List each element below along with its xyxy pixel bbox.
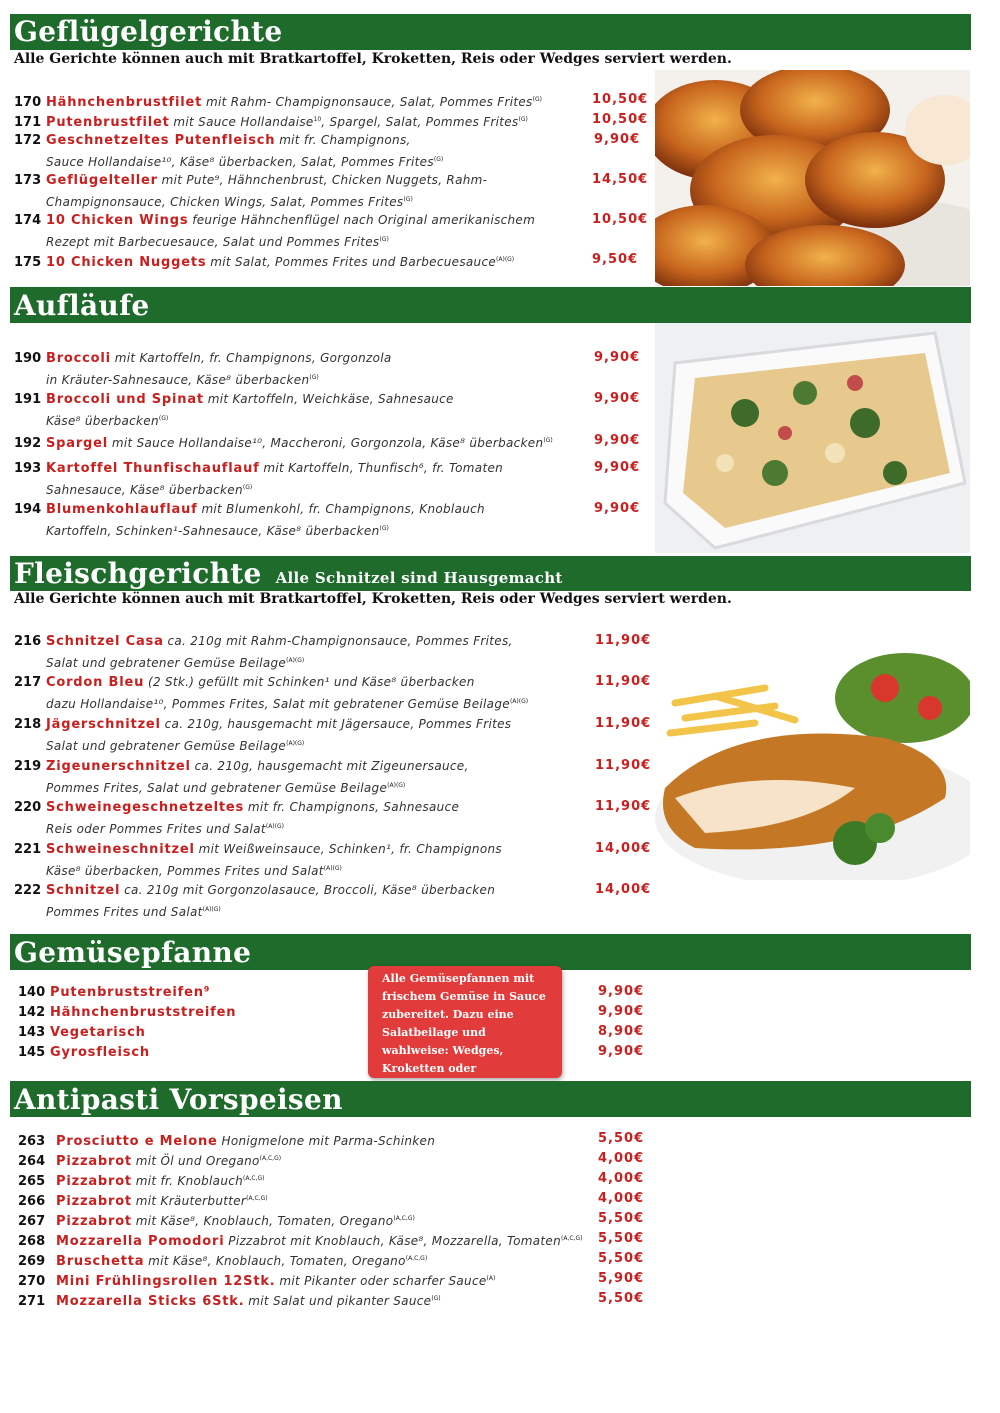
section-title-gemuese: Gemüsepfanne — [14, 936, 252, 969]
menu-item: 172 Geschnetzeltes Putenfleisch mit fr. Champignons, Sauce Hollandaise¹⁰, Käse⁸ überbacken, Salat, Pommes Frites$^{(G)}$ 9,90€ — [14, 132, 641, 169]
menu-item: 194 Blumenkohlauflauf mit Blumenkohl, fr. Champignons, Knoblauch Kartoffeln, Schinken¹-Sahnesauce, Käse⁸ überbacken$^{(G)}$ 9,90€ — [14, 501, 641, 538]
menu-item: 171 Putenbrustfilet mit Sauce Hollandaise$^{10}$, Spargel, Salat, Pommes Frites$^{(G)}$ 10,50€ — [14, 112, 649, 130]
menu-item: 267 Pizzabrot mit Käse⁸, Knoblauch, Tomaten, Oregano$^{(A,C,G)}$ 5,50€ — [18, 1211, 645, 1229]
section-title-fleisch: Fleischgerichte Alle Schnitzel sind Hausgemacht — [14, 557, 563, 590]
menu-item: 269 Bruschetta mit Käse⁸, Knoblauch, Tomaten, Oregano$^{(A,C,G)}$ 5,50€ — [18, 1251, 645, 1269]
price: 8,90€ — [598, 1024, 645, 1039]
price: 14,00€ — [595, 841, 652, 856]
price: 5,90€ — [598, 1271, 645, 1286]
menu-item: 193 Kartoffel Thunfischauflauf mit Kartoffeln, Thunfisch⁶, fr. Tomaten Sahnesauce, Käse⁸ überbacken$^{(G)}$ 9,90€ — [14, 460, 641, 497]
price: 9,50€ — [592, 252, 639, 267]
menu-item: 145 Gyrosfleisch 9,90€ — [18, 1044, 645, 1060]
price: 11,90€ — [595, 716, 652, 731]
price: 9,90€ — [594, 132, 641, 147]
menu-item: 143 Vegetarisch 8,90€ — [18, 1024, 645, 1040]
menu-item: 265 Pizzabrot mit fr. Knoblauch$^{(A,C,G)}$ 4,00€ — [18, 1171, 645, 1189]
section-intro-fleisch: Alle Gerichte können auch mit Bratkartoffel, Kroketten, Reis oder Wedges serviert werden. — [14, 591, 732, 607]
price: 9,90€ — [594, 460, 641, 475]
price: 10,50€ — [592, 92, 649, 107]
menu-item: 191 Broccoli und Spinat mit Kartoffeln, Weichkäse, Sahnesauce Käse⁸ überbacken$^{(G)}$ 9,90€ — [14, 391, 641, 428]
menu-item: 173 Geflügelteller mit Pute⁹, Hähnchenbrust, Chicken Nuggets, Rahm- Champignonsauce, Chicken Wings, Salat, Pommes Frites$^{(G)}$ 14,50€ — [14, 172, 649, 209]
price: 9,90€ — [594, 501, 641, 516]
menu-item: 140 Putenbruststreifen⁹ 9,90€ — [18, 984, 645, 1000]
price: 5,50€ — [598, 1231, 645, 1246]
section-band-auflaeufe — [10, 287, 971, 323]
menu-item: 170 Hähnchenbrustfilet mit Rahm- Champignonsauce, Salat, Pommes Frites$^{(G)}$ 10,50€ — [14, 92, 649, 110]
menu-item: 221 Schweineschnitzel mit Weißweinsauce, Schinken¹, fr. Champignons Käse⁸ überbacken, Pommes Frites und Salat$^{(A)(G)}$ 14,00€ — [14, 841, 652, 878]
price: 9,90€ — [598, 1004, 645, 1019]
menu-item: 268 Mozzarella Pomodori Pizzabrot mit Knoblauch, Käse⁸, Mozzarella, Tomaten$^{(A,C,G)}$ 5,50€ — [18, 1231, 645, 1249]
price: 5,50€ — [598, 1211, 645, 1226]
price: 11,90€ — [595, 799, 652, 814]
price: 9,90€ — [598, 1044, 645, 1059]
menu-item: 220 Schweinegeschnetzeltes mit fr. Champignons, Sahnesauce Reis oder Pommes Frites und Salat$^{(A)(G)}$ 11,90€ — [14, 799, 652, 836]
price: 10,50€ — [592, 112, 649, 127]
menu-list-antipasti — [18, 1130, 658, 1310]
section-subtitle-fleisch: Alle Schnitzel sind Hausgemacht — [275, 569, 563, 587]
schnitzel-photo — [655, 648, 970, 880]
price: 9,90€ — [598, 984, 645, 999]
section-title-auflaeufe: Aufläufe — [14, 289, 150, 322]
price: 10,50€ — [592, 212, 649, 227]
price: 9,90€ — [594, 433, 641, 448]
menu-item: 217 Cordon Bleu (2 Stk.) gefüllt mit Schinken¹ und Käse⁸ überbacken dazu Hollandaise¹⁰, Pommes Frites, Salat mit gebratener Gemüse Beilage$^{(A)(G)}$ 11,90€ — [14, 674, 652, 711]
price: 11,90€ — [595, 674, 652, 689]
menu-item: 192 Spargel mit Sauce Hollandaise¹⁰, Maccheroni, Gorgonzola, Käse⁸ überbacken$^{(G)}$ 9,90€ — [14, 433, 641, 451]
casserole-photo — [655, 323, 970, 553]
menu-item: 266 Pizzabrot mit Kräuterbutter$^{(A,C,G)}$ 4,00€ — [18, 1191, 645, 1209]
menu-item: 190 Broccoli mit Kartoffeln, fr. Champignons, Gorgonzola in Kräuter-Sahnesauce, Käse⁸ überbacken$^{(G)}$ 9,90€ — [14, 350, 641, 387]
price: 4,00€ — [598, 1151, 645, 1166]
menu-list-gemuese — [18, 983, 658, 1063]
menu-list-auflaeufe — [14, 349, 654, 540]
chicken-wings-photo — [655, 70, 970, 286]
price: 4,00€ — [598, 1191, 645, 1206]
menu-item: 271 Mozzarella Sticks 6Stk. mit Salat und pikanter Sauce$^{(G)}$ 5,50€ — [18, 1291, 645, 1309]
price: 14,50€ — [592, 172, 649, 187]
menu-item: 175 10 Chicken Nuggets mit Salat, Pommes Frites und Barbecuesauce$^{(A)(G)}$ 9,50€ — [14, 252, 639, 270]
menu-item: 174 10 Chicken Wings feurige Hähnchenflügel nach Original amerikanischem Rezept mit Barbecuesauce, Salat und Pommes Frites$^{(G)}$ 10,50€ — [14, 212, 649, 249]
price: 5,50€ — [598, 1251, 645, 1266]
menu-item: 264 Pizzabrot mit Öl und Oregano$^{(A,C,G)}$ 4,00€ — [18, 1151, 645, 1169]
price: 5,50€ — [598, 1131, 645, 1146]
menu-list-fleisch — [14, 632, 654, 921]
price: 5,50€ — [598, 1291, 645, 1306]
menu-item: 270 Mini Frühlingsrollen 12Stk. mit Pikanter oder scharfer Sauce$^{(A)}$ 5,90€ — [18, 1271, 645, 1289]
price: 4,00€ — [598, 1171, 645, 1186]
menu-list-gefluegel — [14, 91, 654, 271]
price: 9,90€ — [594, 391, 641, 406]
price: 11,90€ — [595, 758, 652, 773]
menu-item: 142 Hähnchenbruststreifen 9,90€ — [18, 1004, 645, 1020]
price: 14,00€ — [595, 882, 652, 897]
price: 11,90€ — [595, 633, 652, 648]
menu-item: 222 Schnitzel ca. 210g mit Gorgonzolasauce, Broccoli, Käse⁸ überbacken Pommes Frites und Salat$^{(A)(G)}$ 14,00€ — [14, 882, 652, 919]
section-intro-gefluegel: Alle Gerichte können auch mit Bratkartoffel, Kroketten, Reis oder Wedges serviert werden. — [14, 51, 732, 67]
menu-item: 219 Zigeunerschnitzel ca. 210g, hausgemacht mit Zigeunersauce, Pommes Frites, Salat und gebratener Gemüse Beilage$^{(A)(G)}$ 11,90€ — [14, 758, 652, 795]
section-title-antipasti: Antipasti Vorspeisen — [14, 1083, 343, 1116]
menu-item: 216 Schnitzel Casa ca. 210g mit Rahm-Champignonsauce, Pommes Frites, Salat und gebratener Gemüse Beilage$^{(A)(G)}$ 11,90€ — [14, 633, 652, 670]
menu-item: 218 Jägerschnitzel ca. 210g, hausgemacht mit Jägersauce, Pommes Frites Salat und gebratener Gemüse Beilage$^{(A)(G)}$ 11,90€ — [14, 716, 652, 753]
menu-item: 263 Prosciutto e Melone Honigmelone mit Parma-Schinken 5,50€ — [18, 1131, 645, 1149]
gemuese-info-box: Alle Gemüsepfannen mit frischem Gemüse in Sauce zubereitet. Dazu eine Salatbeilage und wahlweise: Wedges, Kroketten oder — [368, 966, 562, 1078]
price: 9,90€ — [594, 350, 641, 365]
section-title-gefluegel: Geflügelgerichte — [14, 15, 283, 48]
